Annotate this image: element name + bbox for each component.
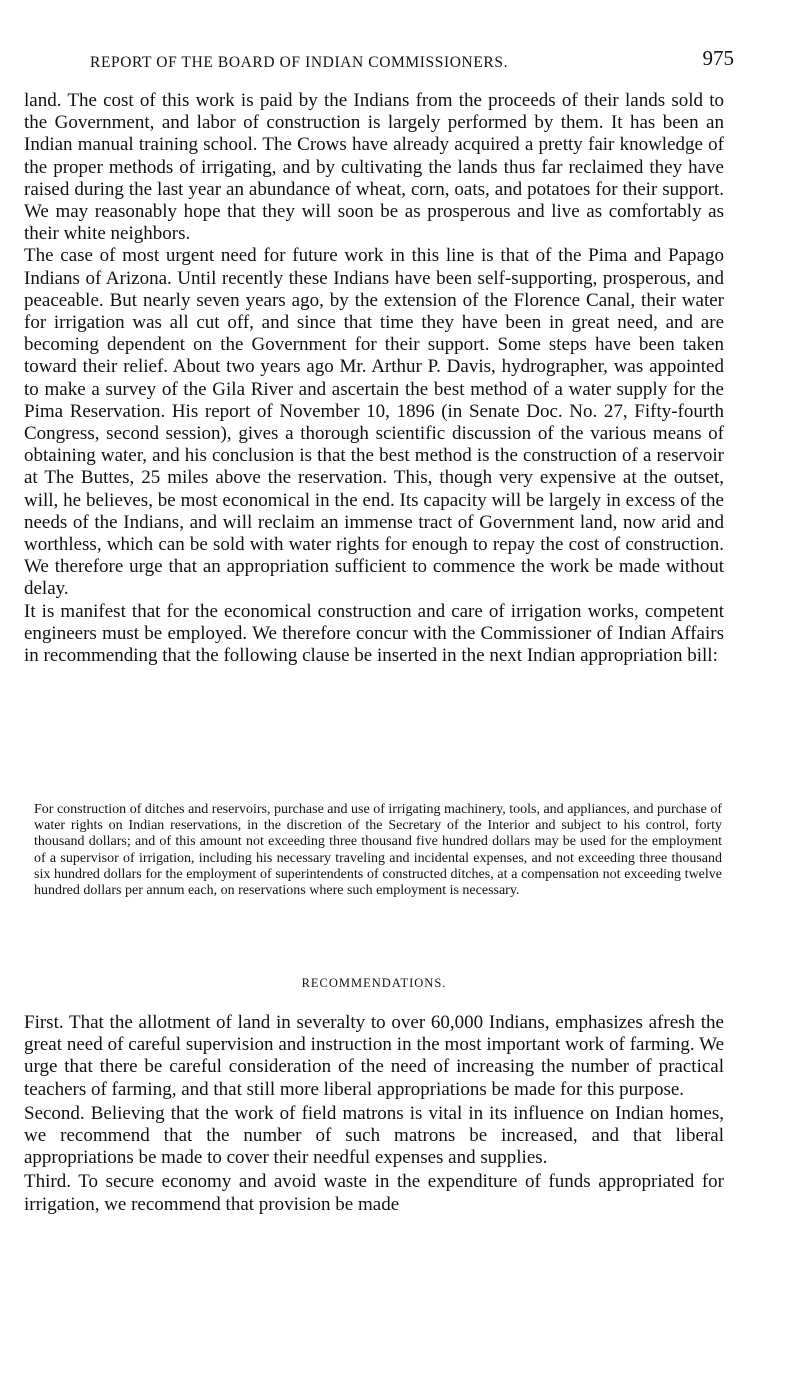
- paragraph-crows-irrigation: land. The cost of this work is paid by the Indians from the proceeds of their lands sold to the Government, and labor of construction is largely performed by them. It has been an Indian manual training school. The Crows have already acquired a pretty fair knowledge of the proper methods of irrigating, and by cultivating the lands thus far reclaimed they have raised during the last year an abundance of wheat, corn, oats, and potatoes for their support. We may reasonably hope that they will soon be as prosperous and live as comfortably as their white neighbors.: [24, 90, 724, 245]
- body-text: [24, 90, 724, 667]
- recommendations-list: [24, 1012, 724, 1218]
- recommendations-heading: RECOMMENDATIONS.: [301, 976, 447, 990]
- appropriation-clause-quote: For construction of ditches and reservoirs, purchase and use of irrigating machinery, tools, and appliances, and purchase of water rights on Indian reservations, in the discretion of the Secretary of the Interior and subject to his control, forty thousand dollars; and of this amount not exceeding three thousand five hundred dollars may be used for the employment of a supervisor of irrigation, including his necessary traveling and incidental expenses, and not exceeding three thousand six hundred dollars for the employment of superintendents of constructed ditches, at a compensation not exceeding twelve hundred dollars per annum each, on reservations where such employment is necessary.: [34, 802, 722, 899]
- recommendation-second: Second. Believing that the work of field matrons is vital in its influence on Indian homes, we recommend that the number of such matrons be increased, and that liberal appropriations be made to cover their needful expenses and supplies.: [24, 1102, 724, 1169]
- recommendation-third: Third. To secure economy and avoid waste in the expenditure of funds appropriated for irrigation, we recommend that provision be made: [24, 1171, 724, 1215]
- running-title: REPORT OF THE BOARD OF INDIAN COMMISSIONERS.: [90, 54, 509, 71]
- page-number: 975: [702, 46, 734, 70]
- running-head: [24, 46, 784, 76]
- paragraph-competent-engineers: It is manifest that for the economical construction and care of irrigation works, competent engineers must be employed. We therefore concur with the Commissioner of Indian Affairs in recommending that the following clause be inserted in the next Indian appropriation bill:: [24, 600, 724, 667]
- paragraph-pima-papago: The case of most urgent need for future work in this line is that of the Pima and Papago Indians of Arizona. Until recently these Indians have been self-supporting, prosperous, and peaceable. But nearly seven years ago, by the extension of the Florence Canal, their water for irrigation was all cut off, and since that time they have been in great need, and are becoming dependent on the Government for their support. Some steps have been taken toward their relief. About two years ago Mr. Arthur P. Davis, hydrographer, was appointed to make a survey of the Gila River and ascertain the best method of a water supply for the Pima Reservation. His report of November 10, 1896 (in Senate Doc. No. 27, Fifty-fourth Congress, second session), gives a thorough scientific discussion of the various means of obtaining water, and his conclusion is that the best method is the construction of a reservoir at The Buttes, 25 miles above the reservation. This, though very expensive at the outset, will, he believes, be most economical in the end. Its capacity will be largely in excess of the needs of the Indians, and will reclaim an immense tract of Government land, now arid and worthless, which can be sold with water rights for enough to repay the cost of construction. We therefore urge that an appropriation sufficient to commence the work be made without delay.: [24, 245, 724, 600]
- recommendation-first: First. That the allotment of land in severalty to over 60,000 Indians, emphasizes afresh the great need of careful supervision and instruction in the most important work of farming. We urge that there be careful consideration of the need of increasing the number of practical teachers of farming, and that still more liberal appropriations be made for this purpose.: [24, 1012, 724, 1100]
